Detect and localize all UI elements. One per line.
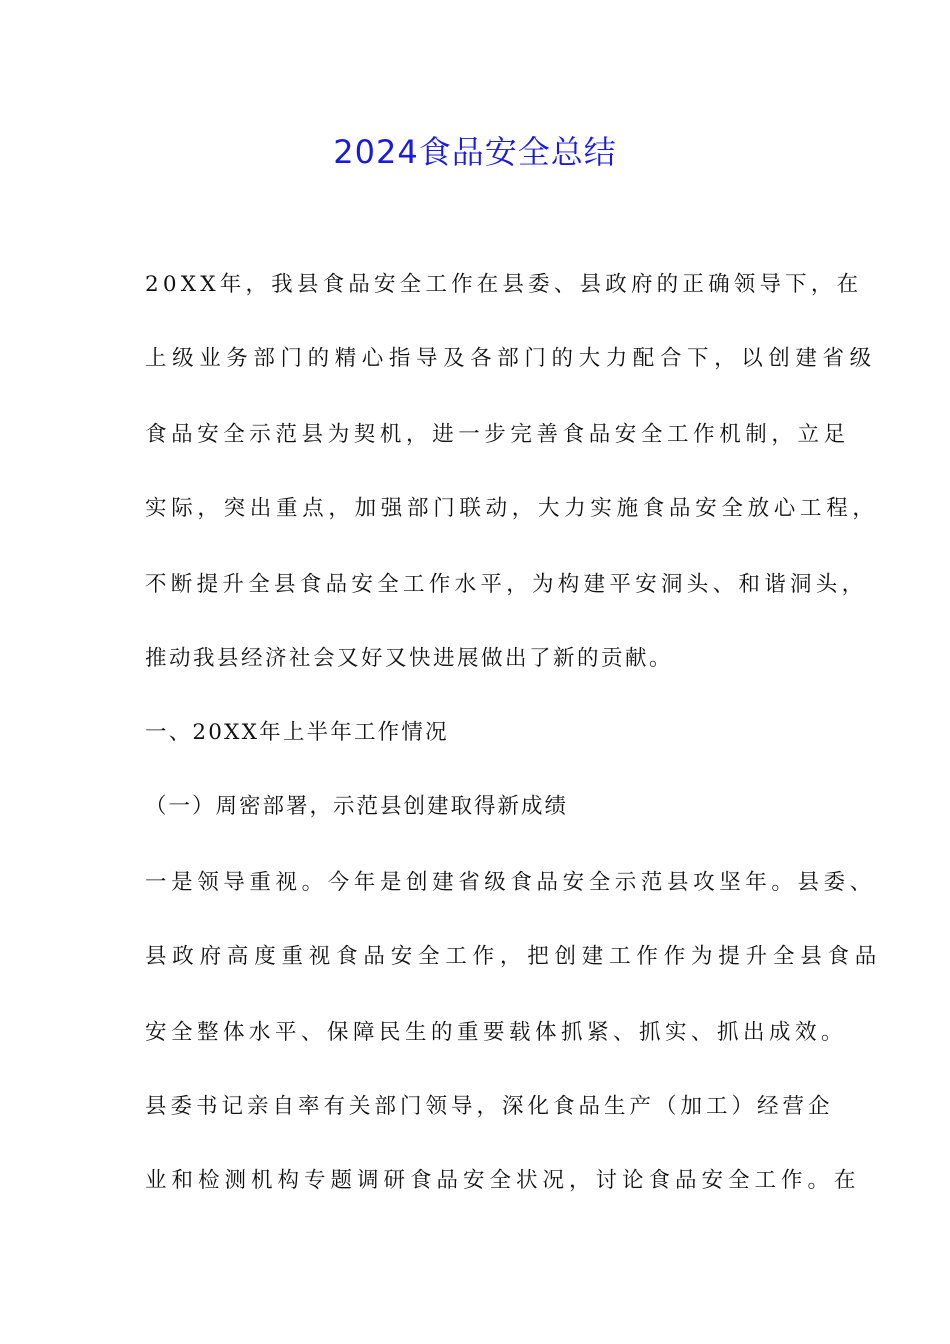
body-line: 安全整体水平、保障民生的重要载体抓紧、抓实、抓出成效。 — [145, 1020, 848, 1045]
section-heading: 一、20XX年上半年工作情况 — [145, 720, 449, 745]
body-line: 食品安全示范县为契机，进一步完善食品安全工作机制，立足 — [145, 422, 850, 447]
body-line: 上级业务部门的精心指导及各部门的大力配合下，以创建省级 — [145, 346, 877, 371]
body-line: 业和检测机构专题调研食品安全状况，讨论食品安全工作。在 — [145, 1168, 861, 1193]
body-line: 20XX年，我县食品安全工作在县委、县政府的正确领导下，在 — [145, 272, 863, 297]
body-line: 县政府高度重视食品安全工作，把创建工作作为提升全县食品 — [145, 944, 883, 969]
document-title: 2024食品安全总结 — [333, 133, 617, 171]
body-line: 一是领导重视。今年是创建省级食品安全示范县攻坚年。县委、 — [145, 870, 876, 895]
body-line: 实际，突出重点，加强部门联动，大力实施食品安全放心工程， — [145, 496, 879, 521]
body-line: 推动我县经济社会又好又快进展做出了新的贡献。 — [145, 646, 674, 671]
subsection-heading: （一）周密部署，示范县创建取得新成绩 — [145, 794, 569, 819]
body-line: 县委书记亲自率有关部门领导，深化食品生产（加工）经营企 — [145, 1094, 834, 1119]
body-line: 不断提升全县食品安全工作水平，为构建平安洞头、和谐洞头， — [145, 572, 868, 597]
